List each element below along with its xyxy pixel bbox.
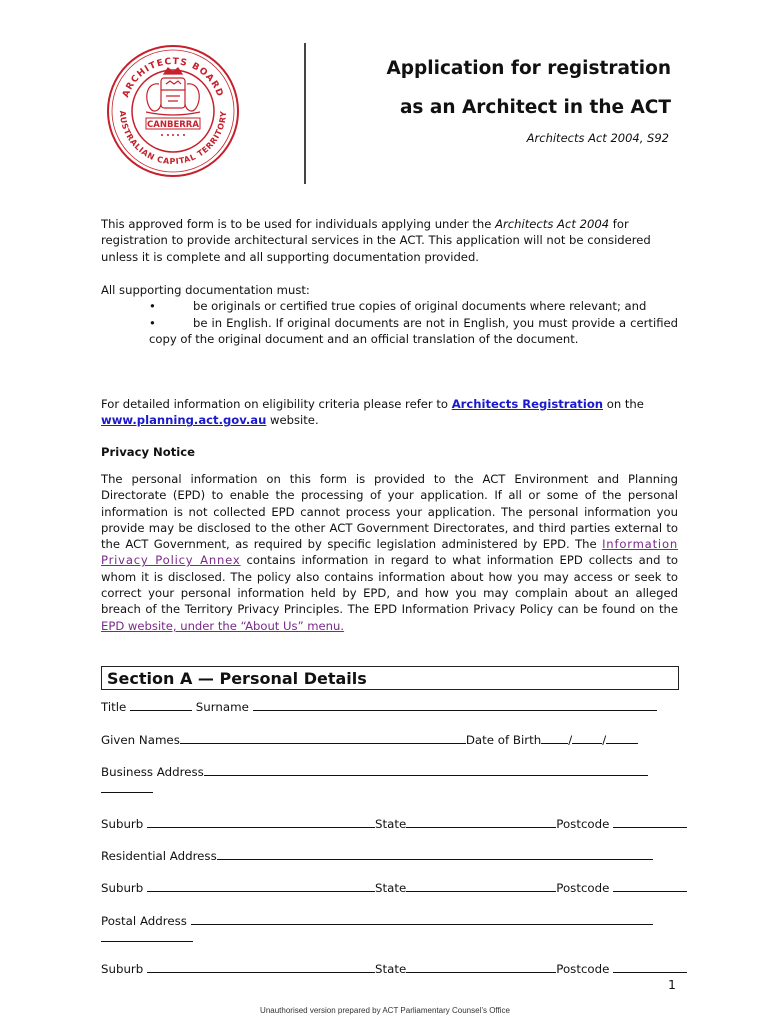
postal-state-field[interactable]	[406, 961, 556, 973]
surname-label: Surname	[195, 700, 249, 714]
privacy-pre: The personal information on this form is provided to the ACT Environment and Planning Directorate (EPD) to enable the processing of your application. If all or some of the personal information is not collected EPD cannot process your application. The personal information you provide may be disclosed to the other ACT Government Directorates, and third parties external to the ACT Government, as required by specific legislation administered by EPD. The	[101, 472, 678, 552]
business-suburb-row	[101, 816, 687, 831]
postcode-label: Postcode	[556, 881, 610, 895]
postal-suburb-field[interactable]	[147, 961, 375, 973]
supporting-docs	[101, 282, 678, 347]
residential-address-row	[101, 848, 653, 863]
seal-city-text: CANBERRA	[147, 120, 199, 130]
suburb-label: Suburb	[101, 962, 144, 976]
postal-suburb-row	[101, 961, 687, 976]
postcode-label: Postcode	[556, 817, 610, 831]
supporting-bullet-2	[101, 315, 678, 348]
eligibility-mid: on the	[603, 397, 644, 411]
business-postcode-field[interactable]	[613, 816, 687, 828]
intro-act: Architects Act 2004	[495, 217, 610, 231]
dob-month-field[interactable]	[572, 732, 602, 744]
intro-post: for registration to provide architectural services in the ACT. This application will not be considered unless it is complete and all supporting documentation provided.	[101, 217, 651, 264]
given-names-label: Given Names	[101, 733, 180, 747]
residential-address-label: Residential Address	[101, 849, 217, 863]
state-label: State	[375, 881, 407, 895]
form-title-line1: Application for registration	[386, 58, 671, 79]
dob-separator: /	[602, 733, 607, 747]
business-suburb-field[interactable]	[147, 816, 375, 828]
title-label: Title	[101, 700, 127, 714]
business-address-label: Business Address	[101, 765, 204, 779]
title-field[interactable]	[130, 699, 192, 711]
residential-address-field[interactable]	[217, 848, 653, 860]
dob-label: Date of Birth	[465, 733, 542, 747]
eligibility-post: website.	[266, 413, 319, 428]
planning-website-link[interactable]: www.planning.act.gov.au	[101, 413, 267, 428]
business-address-line2	[101, 781, 153, 796]
business-address-field-2[interactable]	[101, 781, 153, 793]
section-a-heading: Section A — Personal Details	[101, 666, 679, 690]
postal-address-label: Postal Address	[101, 914, 187, 928]
state-label: State	[375, 817, 407, 831]
eligibility-paragraph	[101, 396, 678, 429]
residential-suburb-row	[101, 880, 687, 895]
bullet-icon: •	[149, 299, 156, 314]
architects-registration-link[interactable]: Architects Registration	[451, 397, 604, 411]
title-surname-row	[101, 699, 657, 714]
bullet-2-text: be in English. If original documents are not in English, you must provide a certified copy of the original document and an official translation of the document.	[149, 315, 678, 346]
header-divider	[304, 43, 306, 184]
page-number: 1	[668, 977, 676, 992]
postal-address-line2	[101, 930, 193, 945]
residential-state-field[interactable]	[406, 880, 556, 892]
suburb-label: Suburb	[101, 817, 144, 831]
business-address-field[interactable]	[204, 764, 648, 776]
privacy-heading: Privacy Notice	[101, 445, 195, 459]
postcode-label: Postcode	[556, 962, 610, 976]
business-state-field[interactable]	[406, 816, 556, 828]
privacy-mid: contains information in regard to what information EPD collects and to whom it is disclosed. The policy also contains information about how you may access or seek to correct your personal information held by EPD, and how you may complain about an alleged breach of the Territory Privacy Principles. The EPD Information Privacy Policy can be found on the	[101, 553, 678, 617]
given-names-row	[101, 732, 638, 747]
seal-top-text: ARCHITECTS BOARD	[121, 56, 225, 99]
form-title-line2: as an Architect in the ACT	[399, 97, 671, 118]
eligibility-pre: For detailed information on eligibility criteria please refer to	[101, 397, 452, 411]
footer-note: Unauthorised version prepared by ACT Parliamentary Counsel’s Office	[260, 1006, 510, 1015]
seal-bottom-text: AUSTRALIAN CAPITAL TERRITORY	[117, 110, 229, 167]
privacy-paragraph	[101, 471, 678, 634]
bullet-icon: •	[149, 315, 156, 330]
postal-address-field-2[interactable]	[101, 930, 193, 942]
dob-separator: /	[568, 733, 573, 747]
intro-paragraph	[101, 216, 678, 265]
privacy-policy-annex-link[interactable]: Information Privacy Policy Annex	[101, 537, 678, 568]
supporting-heading: All supporting documentation must:	[101, 283, 310, 297]
business-address-row	[101, 764, 648, 779]
epd-website-link[interactable]: EPD website, under the “About Us” menu.	[101, 618, 345, 633]
form-subtitle: Architects Act 2004, S92	[526, 131, 669, 145]
dob-year-field[interactable]	[606, 732, 638, 744]
residential-postcode-field[interactable]	[613, 880, 687, 892]
intro-pre: This approved form is to be used for individuals applying under the	[101, 217, 496, 231]
dob-day-field[interactable]	[541, 732, 568, 744]
architects-board-seal	[106, 44, 240, 178]
postal-address-row	[101, 913, 653, 928]
postal-postcode-field[interactable]	[613, 961, 687, 973]
surname-field[interactable]	[253, 699, 657, 711]
state-label: State	[375, 962, 407, 976]
given-names-field[interactable]	[180, 732, 466, 744]
residential-suburb-field[interactable]	[147, 880, 375, 892]
supporting-bullet-1	[101, 298, 678, 314]
seal-stars-icon	[161, 134, 185, 136]
bullet-1-text: be originals or certified true copies of original documents where relevant; and	[193, 299, 647, 314]
postal-address-field[interactable]	[191, 913, 653, 925]
suburb-label: Suburb	[101, 881, 144, 895]
